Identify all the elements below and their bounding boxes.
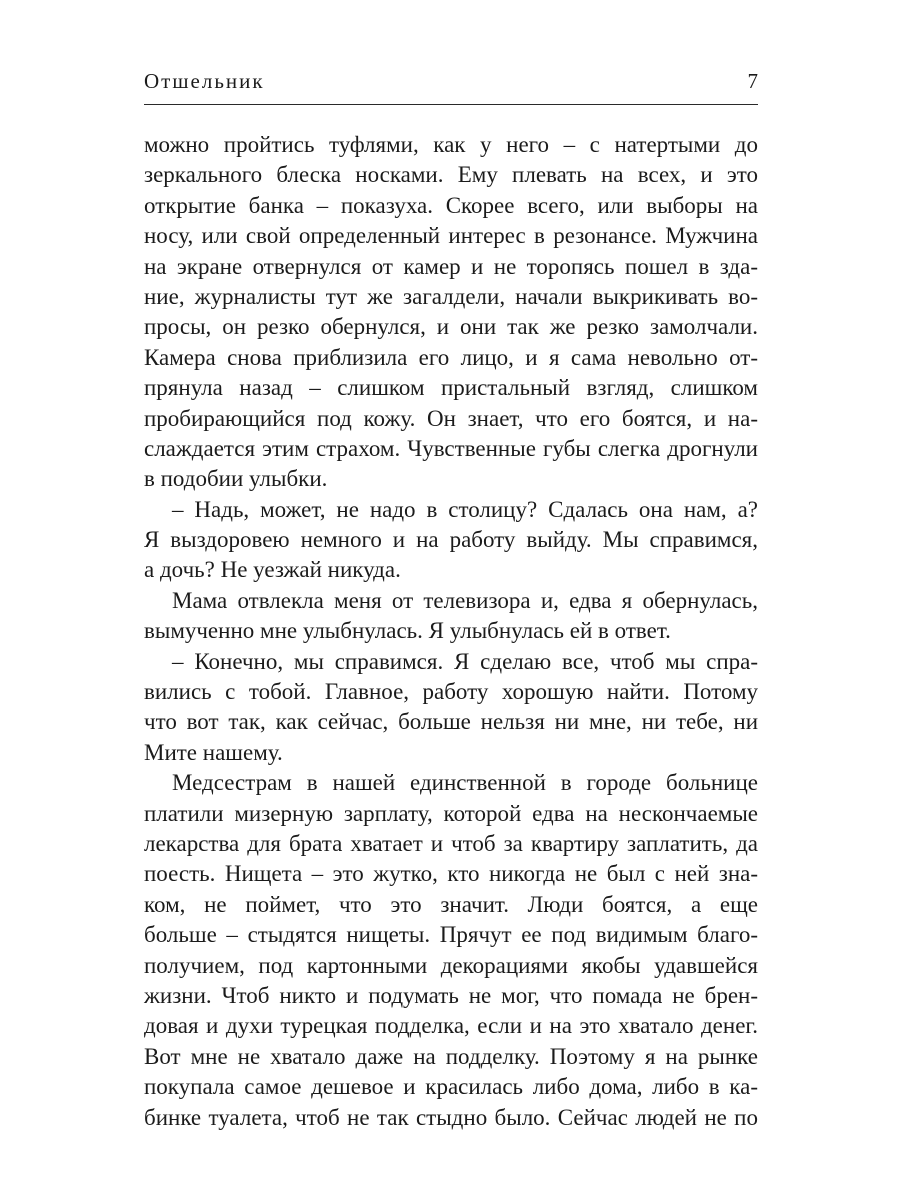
text-line: – Конечно, мы справимся. Я сделаю все, чтоб мы спра- (172, 648, 758, 674)
paragraph (144, 768, 758, 1133)
text-line: платили мизерную зарплату, которой едва на нескончаемые (144, 800, 758, 826)
text-line: носу, или свой определенный интерес в резонансе. Мужчина (144, 223, 758, 249)
text-line: вились с тобой. Главное, работу хорошую найти. Потому (144, 679, 758, 705)
text-line: Мама отвлекла меня от телевизора и, едва я обернулась, (172, 587, 758, 613)
running-title: Отшельник (144, 69, 265, 93)
text-line: больше – стыдятся нищеты. Прячут ее под видимым благо- (144, 922, 758, 948)
text-line: прянула назад – слишком пристальный взгляд, слишком (144, 375, 758, 401)
text-line: вымученно мне улыбнулась. Я улыбнулась ей в ответ. (144, 618, 671, 644)
text-line: открытие банка – показуха. Скорее всего, или выборы на (144, 192, 758, 218)
page-number: 7 (747, 69, 758, 93)
text-line: – Надь, может, не надо в столицу? Сдалась она нам, а? (172, 496, 758, 522)
text-line: ние, журналисты тут же загалдели, начали выкрикивать во- (144, 283, 758, 309)
text-line: Камера снова приблизила его лицо, и я сама невольно от- (144, 344, 758, 370)
text-line: ком, не поймет, что это значит. Люди боятся, а еще (144, 891, 758, 917)
text-line: Медсестрам в нашей единственной в городе больнице (172, 770, 758, 796)
text-line: можно пройтись туфлями, как у него – с натертыми до (144, 132, 758, 157)
text-line: довая и духи турецкая подделка, если и на это хватало денег. (144, 1013, 758, 1039)
text-line: получием, под картонными декорациями якобы удавшейся (144, 952, 758, 978)
text-line: бинке туалета, чтоб не так стыдно было. Сейчас людей не по (144, 1104, 758, 1130)
book-page (144, 60, 758, 1133)
text-line: Я выздоровею немного и на работу выйду. Мы справимся, (144, 527, 758, 553)
paragraph (144, 495, 758, 586)
text-line: а дочь? Не уезжай никуда. (144, 557, 401, 583)
paragraph (144, 647, 758, 769)
running-header (144, 60, 758, 105)
text-line: поесть. Нищета – это жутко, кто никогда не был с ней зна- (144, 861, 758, 887)
text-line: Вот мне не хватало даже на подделку. Поэтому я на рынке (144, 1043, 758, 1069)
body-text (144, 130, 758, 1133)
text-line: слаждается этим страхом. Чувственные губы слегка дрогнули (144, 435, 758, 461)
text-line: на экране отвернулся от камер и не торопясь пошел в зда- (144, 253, 758, 279)
text-line: лекарства для брата хватает и чтоб за квартиру заплатить, да (144, 830, 758, 856)
text-line: просы, он резко обернулся, и они так же резко замолчали. (144, 314, 758, 340)
text-line: пробирающийся под кожу. Он знает, что его боятся, и на- (144, 405, 758, 431)
text-line: что вот так, как сейчас, больше нельзя ни мне, ни тебе, ни (144, 709, 758, 735)
paragraph (144, 586, 758, 647)
text-line: зеркального блеска носками. Ему плевать на всех, и это (144, 162, 758, 188)
text-line: Мите нашему. (144, 739, 283, 765)
paragraph (144, 130, 758, 495)
text-line: жизни. Чтоб никто и подумать не мог, что помада не брен- (144, 982, 758, 1008)
text-line: покупала самое дешевое и красилась либо дома, либо в ка- (144, 1074, 758, 1100)
text-line: в подобии улыбки. (144, 466, 328, 492)
